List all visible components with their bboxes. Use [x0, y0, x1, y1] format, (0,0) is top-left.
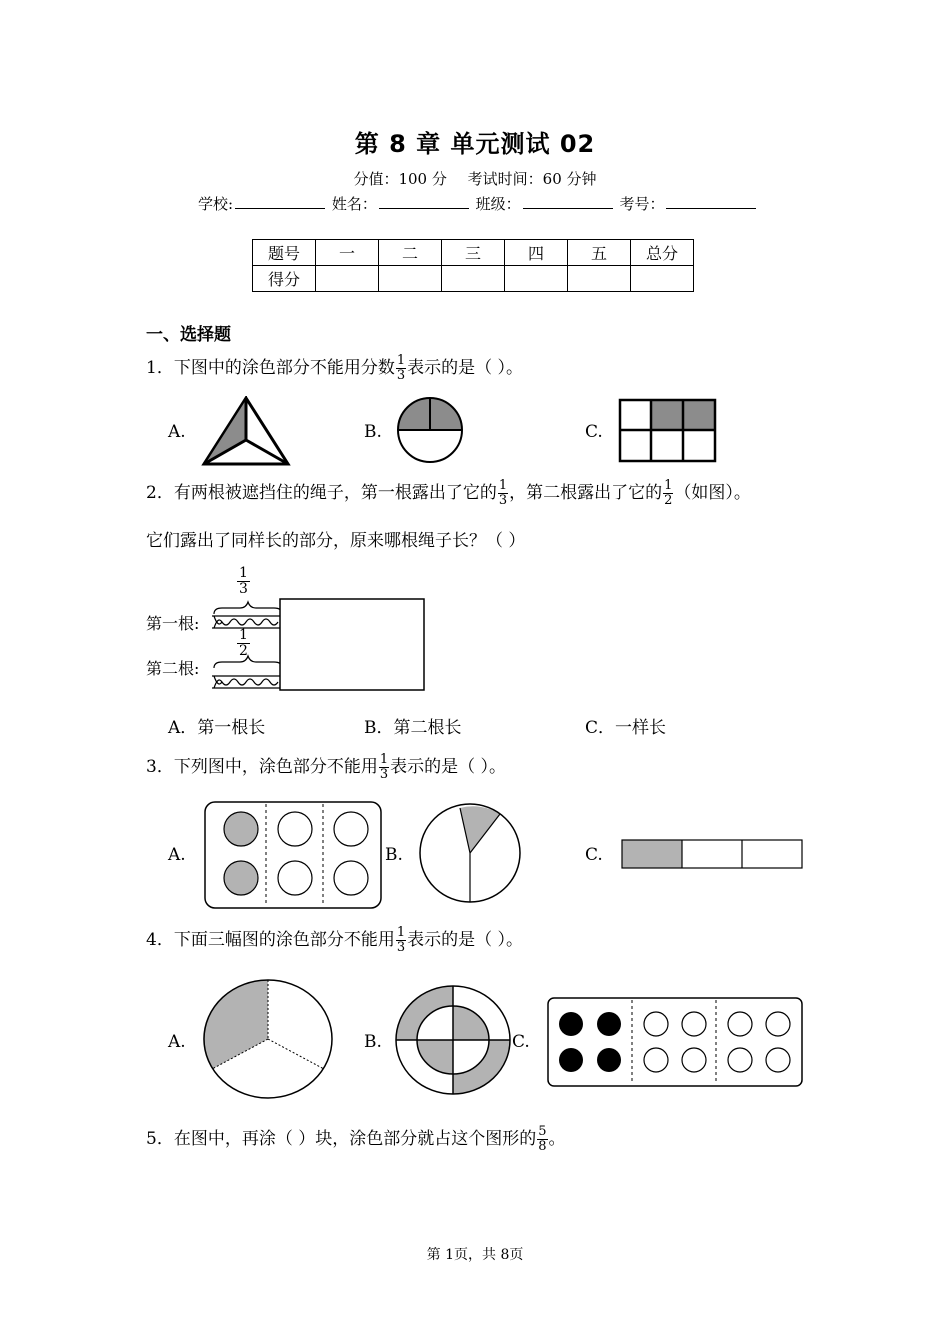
- q4-dots-figure[interactable]: [546, 996, 804, 1088]
- question-text: 2．有两根被遮挡住的绳子，第一根露出了它的: [146, 483, 497, 503]
- student-info-fields: [198, 193, 758, 214]
- question-5-text: [146, 1124, 566, 1154]
- q2-option-b[interactable]: B．第二根长: [364, 718, 462, 738]
- q1-grid-figure[interactable]: [618, 398, 718, 464]
- question-text: 表示的是（ ）。: [407, 930, 524, 950]
- score-table: [252, 239, 694, 292]
- question-text: 4．下面三幅图的涂色部分不能用: [146, 930, 395, 950]
- question-3-text: [146, 752, 506, 782]
- q1-circle-figure[interactable]: [396, 396, 464, 466]
- fraction: $\frac{1}{3}$: [396, 353, 406, 383]
- q4-option-b-label[interactable]: B.: [364, 1032, 382, 1052]
- question-4-text: [146, 925, 523, 955]
- table-cell: 题号: [253, 240, 316, 266]
- question-text: ，第二根露出了它的: [509, 483, 663, 503]
- cover-box: [280, 599, 424, 690]
- rope-1: [212, 616, 280, 628]
- page-title: 第 8 章 单元测试 02: [354, 130, 596, 158]
- table-cell: 一: [316, 240, 379, 266]
- exam-time: 考试时间：60 分钟: [467, 170, 597, 188]
- score-cell[interactable]: [316, 266, 379, 292]
- q3-pie-figure[interactable]: [418, 802, 524, 904]
- table-cell: 总分: [631, 240, 694, 266]
- fraction: $\frac{1}{3}$: [396, 925, 406, 955]
- score-cell[interactable]: [568, 266, 631, 292]
- fraction: $\frac{5}{8}$: [538, 1124, 547, 1154]
- q4-option-a-label[interactable]: A.: [168, 1032, 186, 1052]
- section-title: 一、选择题: [146, 325, 231, 345]
- rope1-fraction: 1 3: [239, 565, 248, 597]
- name-label: 姓名：: [331, 195, 377, 213]
- q3-option-a-label[interactable]: A.: [168, 845, 186, 865]
- q3-option-b-label[interactable]: B.: [385, 845, 403, 865]
- number-label: 考号：: [619, 195, 665, 213]
- question-text: 表示的是（ ）。: [407, 358, 524, 378]
- name-blank[interactable]: [379, 194, 469, 209]
- school-label: 学校:: [198, 195, 234, 213]
- q4-ring-figure[interactable]: [394, 984, 512, 1096]
- fraction: $\frac{1}{3}$: [498, 478, 508, 508]
- table-cell: 三: [442, 240, 505, 266]
- q1-triangle-figure[interactable]: [200, 396, 292, 468]
- class-label: 班级：: [475, 195, 521, 213]
- question-text: 5．在图中，再涂（ ）块，涂色部分就占这个图形的: [146, 1129, 537, 1149]
- table-cell: 二: [379, 240, 442, 266]
- q1-option-a-label[interactable]: A.: [168, 422, 186, 442]
- q1-option-c-label[interactable]: C.: [585, 422, 603, 442]
- page-footer: 第 1页，共 8页: [426, 1247, 524, 1263]
- rope-figure: [208, 598, 430, 694]
- question-text: 3．下列图中，涂色部分不能用: [146, 757, 378, 777]
- q4-option-c-label[interactable]: C.: [512, 1032, 530, 1052]
- fraction: $\frac{1}{3}$: [379, 752, 389, 782]
- fraction: $\frac{1}{2}$: [664, 478, 673, 508]
- q3-dots-figure[interactable]: [203, 800, 383, 910]
- question-2-line2: 它们露出了同样长的部分，原来哪根绳子长？（ ）: [146, 531, 526, 551]
- score-cell[interactable]: [442, 266, 505, 292]
- score-cell[interactable]: [631, 266, 694, 292]
- score-table-score-row: [253, 266, 694, 292]
- q2-option-a[interactable]: A．第一根长: [168, 718, 266, 738]
- question-text: （如图）。: [674, 483, 751, 503]
- rope-2: [212, 676, 280, 688]
- exam-meta: [0, 168, 950, 189]
- question-text: 。: [548, 1129, 566, 1149]
- rope2-label: 第二根:: [146, 659, 200, 678]
- q2-option-c[interactable]: C．一样长: [585, 718, 667, 738]
- school-blank[interactable]: [235, 194, 325, 209]
- score-cell[interactable]: [379, 266, 442, 292]
- question-text: 表示的是（ ）。: [390, 757, 507, 777]
- score-table-header-row: [253, 240, 694, 266]
- score-cell[interactable]: [505, 266, 568, 292]
- number-blank[interactable]: [666, 194, 756, 209]
- question-text: 1．下图中的涂色部分不能用分数: [146, 358, 395, 378]
- q1-option-b-label[interactable]: B.: [364, 422, 382, 442]
- score-total: 分值：100 分: [353, 170, 447, 188]
- q3-bar-figure[interactable]: [620, 838, 804, 870]
- table-cell: 四: [505, 240, 568, 266]
- q4-pie-thirds-figure[interactable]: [202, 978, 334, 1100]
- rope1-label: 第一根:: [146, 614, 200, 633]
- table-cell: 五: [568, 240, 631, 266]
- table-cell: 得分: [253, 266, 316, 292]
- question-1-text: [146, 353, 523, 383]
- class-blank[interactable]: [523, 194, 613, 209]
- question-2-text: [146, 478, 751, 508]
- q3-option-c-label[interactable]: C.: [585, 845, 603, 865]
- rope2-fraction: 1 2: [239, 627, 248, 659]
